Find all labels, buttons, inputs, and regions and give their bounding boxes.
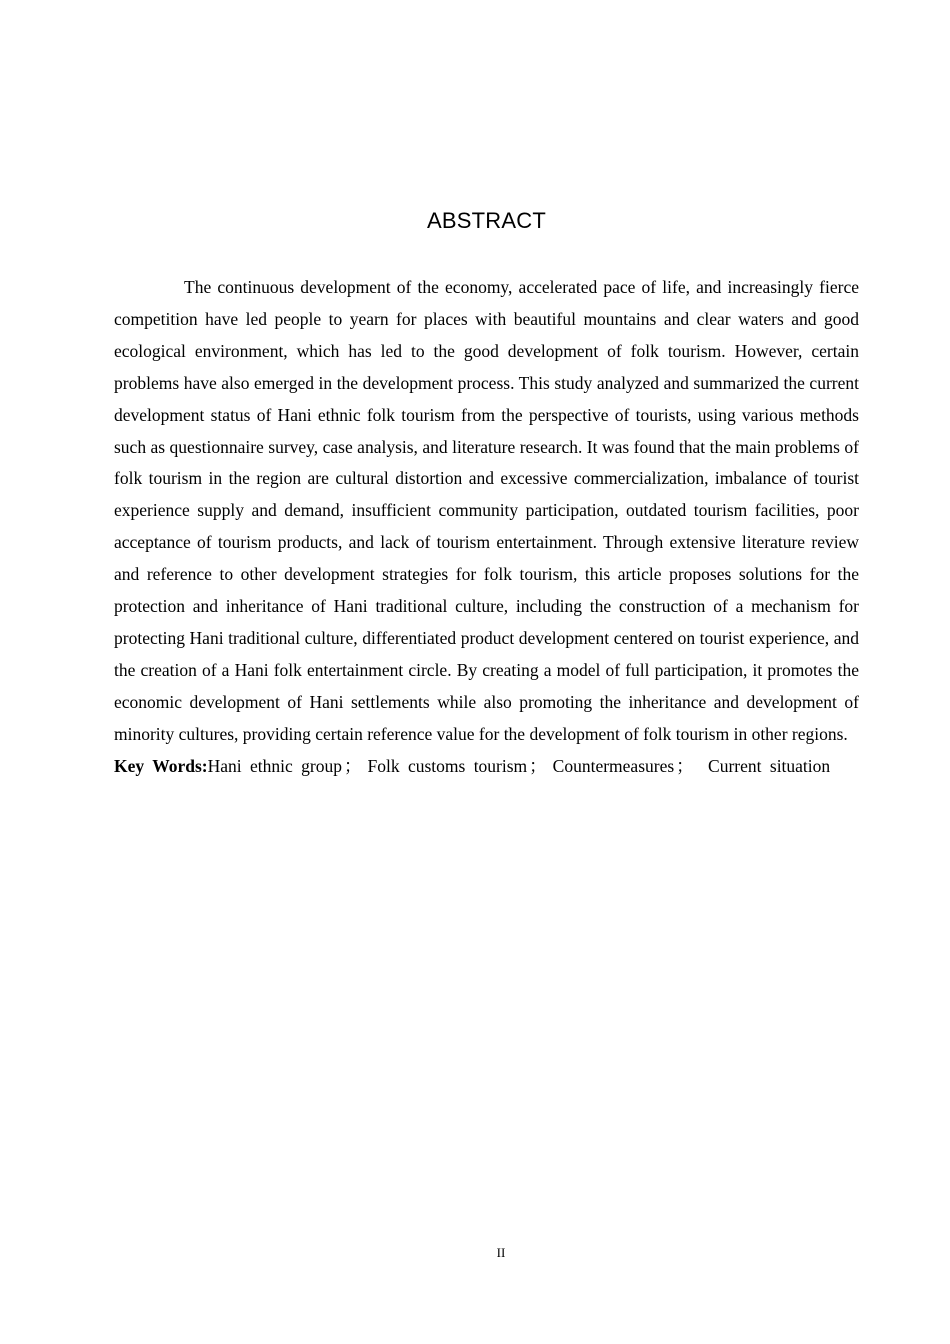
keyword-separator: ； — [529, 755, 547, 776]
abstract-paragraph: The continuous development of the economy, accelerated pace of life, and increasingly fierce competition have led people to yearn for places with beautiful mountains and clear waters and good ecological environment, which has led to the good development of folk tourism. However, certain problems have also emerged in the development process. This study analyzed and summarized the current development status of Hani ethnic folk tourism from the perspective of tourists, using various methods such as questionnaire survey, case analysis, and literature research. It was found that the main problems of folk tourism in the region are cultural distortion and excessive commercialization, imbalance of tourist experience supply and demand, insufficient community participation, outdated tourism facilities, poor acceptance of tourism products, and lack of tourism entertainment. Through extensive literature review and reference to other development strategies for folk tourism, this article proposes solutions for the protection and inheritance of Hani traditional culture, including the construction of a mechanism for protecting Hani traditional culture, differentiated product development centered on tourist experience, and the creation of a Hani folk entertainment circle. By creating a model of full participation, it promotes the economic development of Hani settlements while also promoting the inheritance and development of minority cultures, providing certain reference value for the development of folk tourism in other regions. — [114, 277, 859, 744]
keyword-item: Current situation — [708, 755, 831, 776]
keyword-separator: ； — [676, 755, 694, 776]
page-number: II — [496, 1245, 506, 1260]
keyword-item: Folk customs tourism — [367, 755, 528, 776]
keywords-line — [114, 751, 859, 783]
keyword-item: Countermeasures — [552, 755, 675, 776]
keyword-separator: ； — [343, 755, 362, 776]
page-title: ABSTRACT — [427, 208, 546, 233]
abstract-body — [114, 272, 859, 783]
keywords-label: Key Words: — [114, 755, 208, 776]
keyword-item: Hani ethnic group — [207, 755, 342, 776]
